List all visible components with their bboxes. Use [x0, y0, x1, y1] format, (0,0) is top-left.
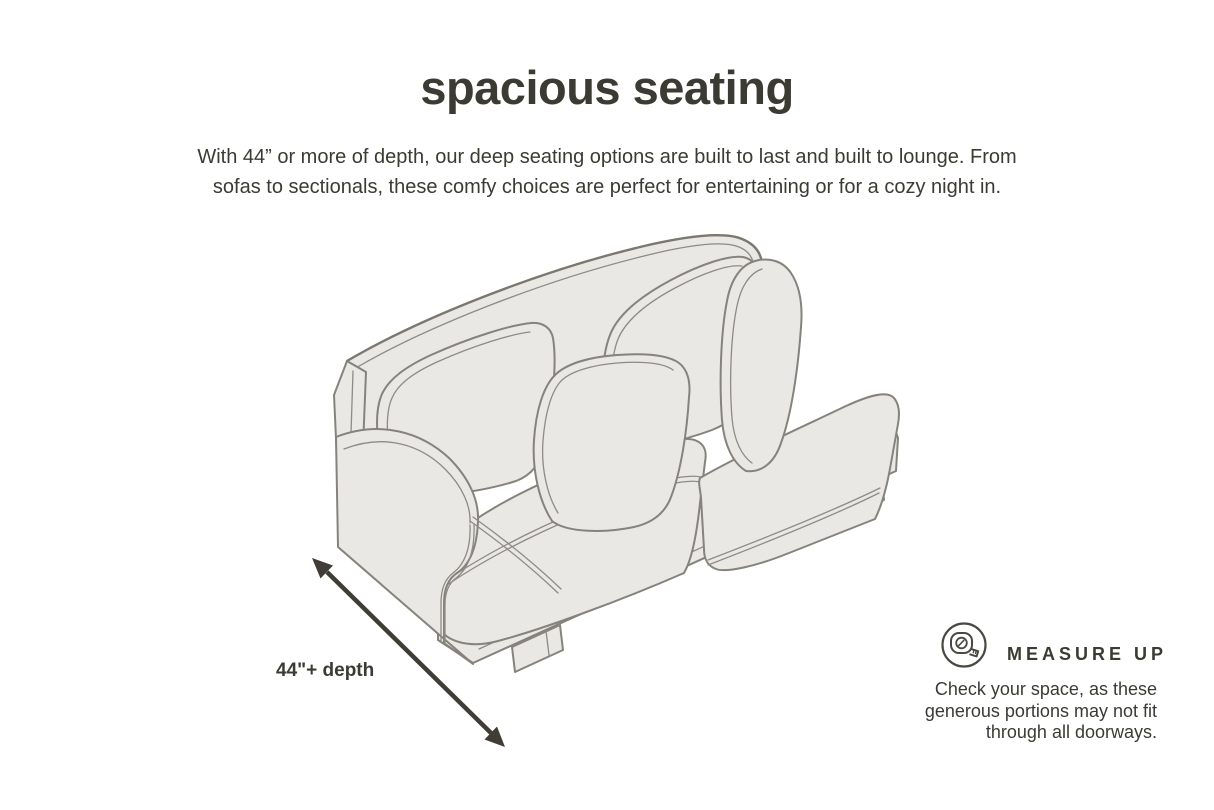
measure-up-note-line: Check your space, as these: [934, 679, 1157, 699]
description-line: sofas to sectionals, these comfy choices are perfect for entertaining or for a cozy night in.: [212, 176, 1002, 198]
depth-dimension-label: 44"+ depth: [276, 660, 375, 681]
measure-up-note: [857, 679, 1157, 744]
measure-up-note-line: through all doorways.: [985, 722, 1157, 742]
measure-up-note-line: generous portions may not fit: [924, 700, 1157, 721]
page-title: spacious seating: [420, 61, 794, 114]
measure-up-heading: MEASURE UP: [1007, 644, 1168, 664]
description-line: With 44” or more of depth, our deep seating options are built to last and built to lounge. From: [197, 146, 1017, 168]
tape-measure-icon: [940, 621, 988, 669]
throw-pillow-left: [534, 354, 690, 531]
